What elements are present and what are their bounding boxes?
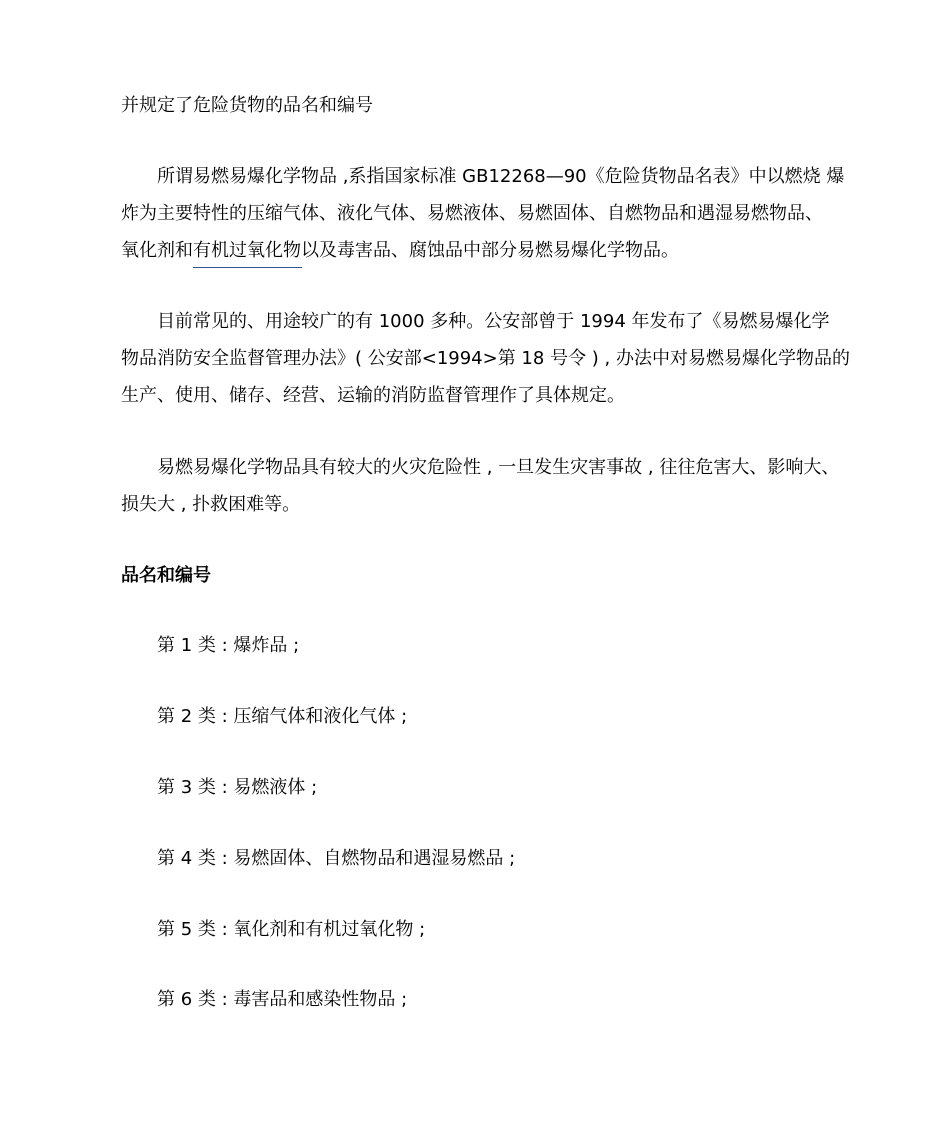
class-item: [121, 698, 841, 735]
paragraph-danger: [121, 449, 841, 523]
paragraph-line: 目前常见的、用途较广的有 1000 多种。公安部曾于 1994 年发布了《易燃易爆化学: [157, 311, 830, 332]
paragraph-line: 生产、使用、储存、经营、运输的消防监督管理作了具体规定。: [121, 385, 625, 406]
paragraph-line: 易燃易爆化学物品具有较大的火灾危险性 , 一旦发生灾害事故 , 往往危害大、影响大、: [157, 457, 840, 478]
class-item: [121, 981, 841, 1018]
section-heading: [121, 557, 841, 594]
underline-mark: [193, 267, 302, 268]
intro-line: [121, 87, 841, 124]
class-text: 第 2 类 : 压缩气体和液化气体 ;: [157, 706, 408, 727]
paragraph-line: 氧化剂和有机过氧化物以及毒害品、腐蚀品中部分易燃易爆化学物品。: [121, 240, 679, 261]
class-item: [121, 627, 841, 664]
paragraph-line: 所谓易燃易爆化学物品 ,系指国家标准 GB12268—90《危险货物品名表》中以燃烧 爆: [157, 166, 845, 187]
class-text: 第 5 类 : 氧化剂和有机过氧化物 ;: [157, 919, 426, 940]
paragraph-line: 损失大 , 扑救困难等。: [121, 494, 301, 515]
class-text: 第 3 类 : 易燃液体 ;: [157, 777, 318, 798]
paragraph-definition: [121, 158, 845, 269]
heading-text: 品名和编号: [121, 565, 211, 586]
class-item: [121, 911, 841, 948]
intro-text: 并规定了危险货物的品名和编号: [121, 95, 373, 116]
class-text: 第 1 类 : 爆炸品 ;: [157, 635, 300, 656]
paragraph-line: 炸为主要特性的压缩气体、液化气体、易燃液体、易燃固体、自燃物品和遇湿易燃物品、: [121, 203, 823, 224]
class-text: 第 4 类 : 易燃固体、自燃物品和遇湿易燃品 ;: [157, 848, 516, 869]
class-text: 第 6 类 : 毒害品和感染性物品 ;: [157, 989, 408, 1010]
class-item: [121, 840, 841, 877]
paragraph-line: 物品消防安全监督管理办法》( 公安部<1994>第 18 号令 ) , 办法中对易燃易爆化学物品的: [121, 348, 850, 369]
class-item: [121, 769, 841, 806]
paragraph-regulation: [121, 303, 850, 414]
